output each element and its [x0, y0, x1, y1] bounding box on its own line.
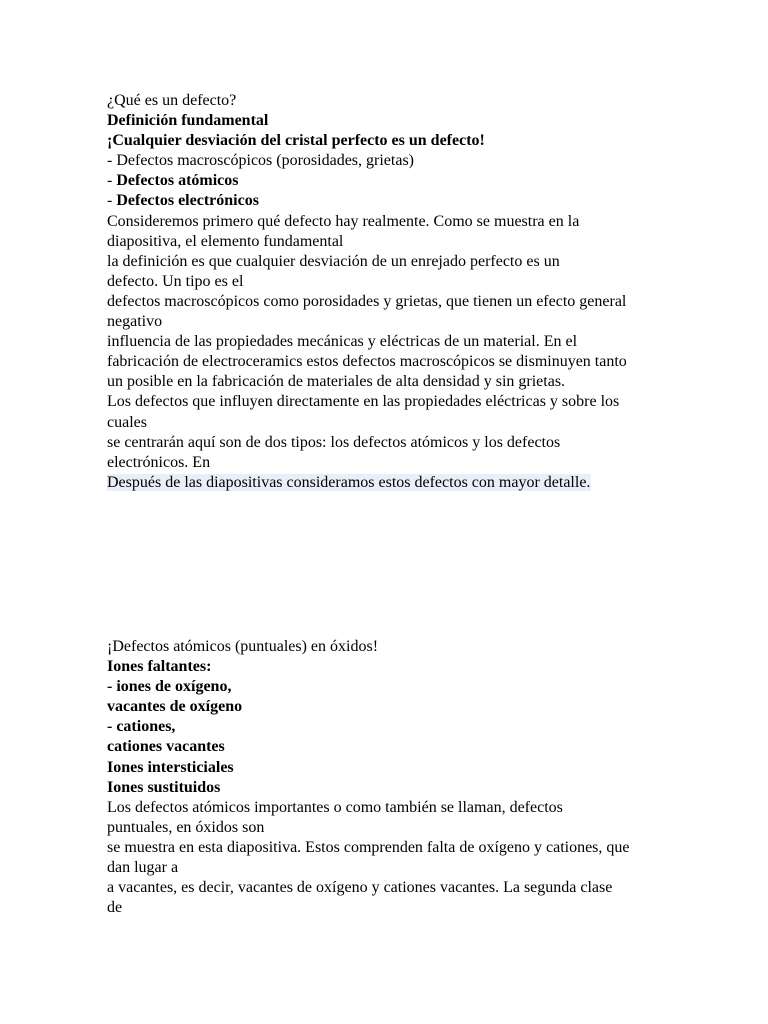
text-line	[107, 798, 667, 818]
bold-text: ¡Cualquier desviación del cristal perfecto es un defecto!	[107, 132, 485, 150]
line-text: diapositiva, el elemento fundamental	[107, 232, 344, 250]
text-line	[107, 717, 667, 737]
text-line	[107, 433, 667, 453]
line-text: defecto. Un tipo es el	[107, 272, 244, 290]
line-text: ¿Qué es un defecto?	[107, 92, 237, 109]
bold-text: cationes vacantes	[107, 738, 225, 756]
bold-text: - cationes,	[107, 718, 176, 736]
line-text: de	[107, 899, 123, 917]
line-text: ¡Defectos atómicos (puntuales) en óxidos!	[107, 638, 379, 655]
text-line	[107, 171, 667, 191]
text-line	[107, 312, 667, 332]
text-line	[107, 758, 667, 778]
line-text: dan lugar a	[107, 859, 179, 877]
text-line	[107, 252, 667, 272]
text-line	[107, 637, 667, 657]
line-text: influencia de las propiedades mecánicas y eléctricas de un material. En el	[107, 333, 578, 351]
bold-text: Iones faltantes:	[107, 658, 212, 676]
line-text: - Defectos macroscópicos (porosidades, grietas)	[107, 152, 414, 170]
text-line	[107, 898, 667, 918]
line-text: electrónicos. En	[107, 453, 211, 471]
text-line	[107, 838, 667, 858]
text-line	[107, 413, 667, 433]
line-text: se muestra en esta diapositiva. Estos comprenden falta de oxígeno y cationes, que	[107, 838, 630, 856]
line-text: puntuales, en óxidos son	[107, 818, 265, 836]
bold-text: Defectos atómicos	[116, 172, 239, 190]
text-line	[107, 151, 667, 171]
text-line	[107, 392, 667, 412]
text-line	[107, 272, 667, 292]
line-text: un posible en la fabricación de materiales de alta densidad y sin grietas.	[107, 373, 566, 391]
text-line	[107, 778, 667, 798]
text-line	[107, 858, 667, 878]
text-line	[107, 818, 667, 838]
line-text: fabricación de electroceramics estos defectos macroscópicos se disminuyen tanto	[107, 353, 627, 371]
text-line	[107, 352, 667, 372]
line-text: la definición es que cualquier desviación de un enrejado perfecto es un	[107, 252, 560, 270]
selected-text[interactable]: Después de las diapositivas consideramos estos defectos con mayor detalle.	[107, 473, 591, 491]
text-line	[107, 111, 667, 131]
line-text: Consideremos primero qué defecto hay realmente. Como se muestra en la	[107, 212, 580, 230]
text-line	[107, 232, 667, 252]
line-text: se centrarán aquí son de dos tipos: los defectos atómicos y los defectos	[107, 433, 561, 451]
text-line	[107, 131, 667, 151]
line-text: a vacantes, es decir, vacantes de oxígeno y cationes vacantes. La segunda clase	[107, 879, 613, 897]
bold-text: Defectos electrónicos	[116, 192, 259, 210]
bullet-prefix: -	[107, 192, 117, 210]
text-line	[107, 657, 667, 677]
line-text: defectos macroscópicos como porosidades y grietas, que tienen un efecto general	[107, 292, 627, 310]
line-text: negativo	[107, 313, 163, 331]
text-line	[107, 191, 667, 211]
line-text: Los defectos atómicos importantes o como también se llaman, defectos	[107, 798, 563, 816]
section-defect-definition	[107, 91, 667, 493]
text-line	[107, 453, 667, 473]
text-line	[107, 91, 667, 111]
text-line	[107, 372, 667, 392]
text-line	[107, 212, 667, 232]
text-line	[107, 332, 667, 352]
text-line	[107, 737, 667, 757]
bold-text: Definición fundamental	[107, 112, 269, 130]
text-line	[107, 292, 667, 312]
line-text: Los defectos que influyen directamente en las propiedades eléctricas y sobre los	[107, 393, 620, 411]
bold-text: vacantes de oxígeno	[107, 698, 243, 716]
highlighted-line[interactable]	[107, 473, 667, 493]
section-atomic-defects	[107, 637, 667, 918]
bold-text: Iones intersticiales	[107, 758, 234, 776]
bullet-prefix: -	[107, 172, 117, 190]
text-line	[107, 677, 667, 697]
line-text: cuales	[107, 413, 147, 431]
text-line	[107, 697, 667, 717]
bold-text: - iones de oxígeno,	[107, 678, 232, 696]
bold-text: Iones sustituidos	[107, 778, 221, 796]
text-line	[107, 878, 667, 898]
